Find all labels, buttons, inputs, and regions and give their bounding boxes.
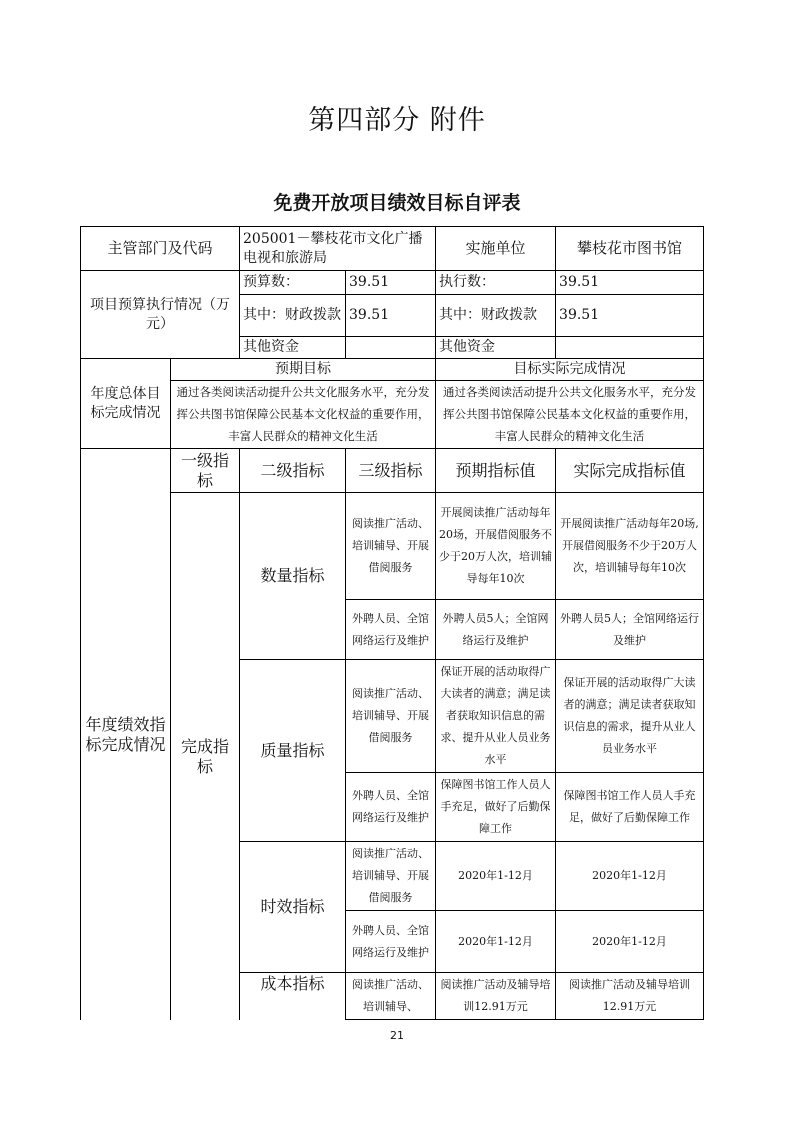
fiscal-exec-value: 39.51	[556, 295, 704, 337]
level3-value: 阅读推广活动、培训辅导、开展借阅服务	[346, 842, 436, 911]
exec-amount-label: 执行数：	[436, 271, 556, 295]
overall-text-row	[81, 380, 704, 449]
performance-header-row	[81, 449, 704, 493]
header-row	[81, 227, 704, 271]
level3-value: 外聘人员、全馆网络运行及维护	[346, 773, 436, 842]
performance-label: 年度绩效指标完成情况	[81, 449, 171, 1020]
expected-value: 保证开展的活动取得广大读者的满意；满足读者获取知识信息的需求、提升从业人员业务水平	[436, 660, 556, 773]
exec-amount-value: 39.51	[556, 271, 704, 295]
actual-value: 2020年1-12月	[556, 911, 704, 973]
col-level1: 一级指标	[171, 449, 240, 493]
actual-value: 外聘人员5人；全馆网络运行及维护	[556, 600, 704, 660]
actual-value: 阅读推广活动及辅导培训12.91万元	[556, 973, 704, 1020]
level3-value: 阅读推广活动、培训辅导、开展借阅服务	[346, 493, 436, 600]
actual-value: 2020年1-12月	[556, 842, 704, 911]
expected-goal-text: 通过各类阅读活动提升公共文化服务水平，充分发挥公共图书馆保障公民基本文化权益的重要作用，丰富人民群众的精神文化生活	[171, 380, 436, 449]
level1-value: 完成指标	[171, 493, 240, 1020]
expected-value: 2020年1-12月	[436, 911, 556, 973]
level3-value: 外聘人员、全馆网络运行及维护	[346, 600, 436, 660]
overall-label: 年度总体目标完成情况	[81, 359, 171, 449]
expected-value: 阅读推广活动及辅导培训12.91万元	[436, 973, 556, 1020]
other-exec-value	[556, 337, 704, 359]
level3-value: 阅读推广活动、培训辅导、开展借阅服务	[346, 660, 436, 773]
level3-value: 外聘人员、全馆网络运行及维护	[346, 911, 436, 973]
actual-value: 保证开展的活动取得广大读者的满意；满足读者获取知识信息的需求，提升从业人员业务水平	[556, 660, 704, 773]
overall-header-row	[81, 359, 704, 381]
level2-value: 数量指标	[240, 493, 346, 660]
col-actual: 实际完成指标值	[556, 449, 704, 493]
level2-value: 时效指标	[240, 842, 346, 973]
part-title: 第四部分 附件	[308, 105, 486, 136]
col-expected: 预期指标值	[436, 449, 556, 493]
fiscal-budget-value: 39.51	[346, 295, 436, 337]
unit-label: 实施单位	[436, 227, 556, 271]
other-exec-label: 其他资金	[436, 337, 556, 359]
expected-value: 外聘人员5人；全馆网络运行及维护	[436, 600, 556, 660]
table-row	[81, 493, 704, 600]
unit-value: 攀枝花市图书馆	[556, 227, 704, 271]
level2-value: 成本指标	[240, 973, 346, 1020]
page-number: 21	[390, 1029, 404, 1042]
expected-value: 2020年1-12月	[436, 842, 556, 911]
actual-goal-header: 目标实际完成情况	[436, 359, 704, 381]
col-level2: 二级指标	[240, 449, 346, 493]
budget-amount-label: 预算数：	[240, 271, 346, 295]
expected-value: 保障图书馆工作人员人手充足，做好了后勤保障工作	[436, 773, 556, 842]
other-budget-label: 其他资金	[240, 337, 346, 359]
actual-value: 保障图书馆工作人员人手充足，做好了后勤保障工作	[556, 773, 704, 842]
fiscal-budget-label: 其中：财政拨款	[240, 295, 346, 337]
level3-value: 阅读推广活动、培训辅导、	[346, 973, 436, 1020]
self-evaluation-table	[80, 226, 703, 1020]
other-budget-value	[346, 337, 436, 359]
level2-value: 质量指标	[240, 660, 346, 842]
expected-goal-header: 预期目标	[171, 359, 436, 381]
budget-amount-value: 39.51	[346, 271, 436, 295]
dept-label: 主管部门及代码	[81, 227, 240, 271]
budget-row	[81, 271, 704, 295]
expected-value: 开展阅读推广活动每年20场，开展借阅服务不少于20万人次，培训辅导每年10次	[436, 493, 556, 600]
fiscal-exec-label: 其中：财政拨款	[436, 295, 556, 337]
col-level3: 三级指标	[346, 449, 436, 493]
budget-label: 项目预算执行情况（万元）	[81, 271, 240, 359]
table-title: 免费开放项目绩效目标自评表	[273, 192, 521, 214]
actual-goal-text: 通过各类阅读活动提升公共文化服务水平，充分发挥公共图书馆保障公民基本文化权益的重要作用，丰富人民群众的精神文化生活	[436, 380, 704, 449]
actual-value: 开展阅读推广活动每年20场,开展借阅服务不少于20万人次，培训辅导每年10次	[556, 493, 704, 600]
dept-value: 205001－攀枝花市文化广播电视和旅游局	[240, 227, 436, 271]
